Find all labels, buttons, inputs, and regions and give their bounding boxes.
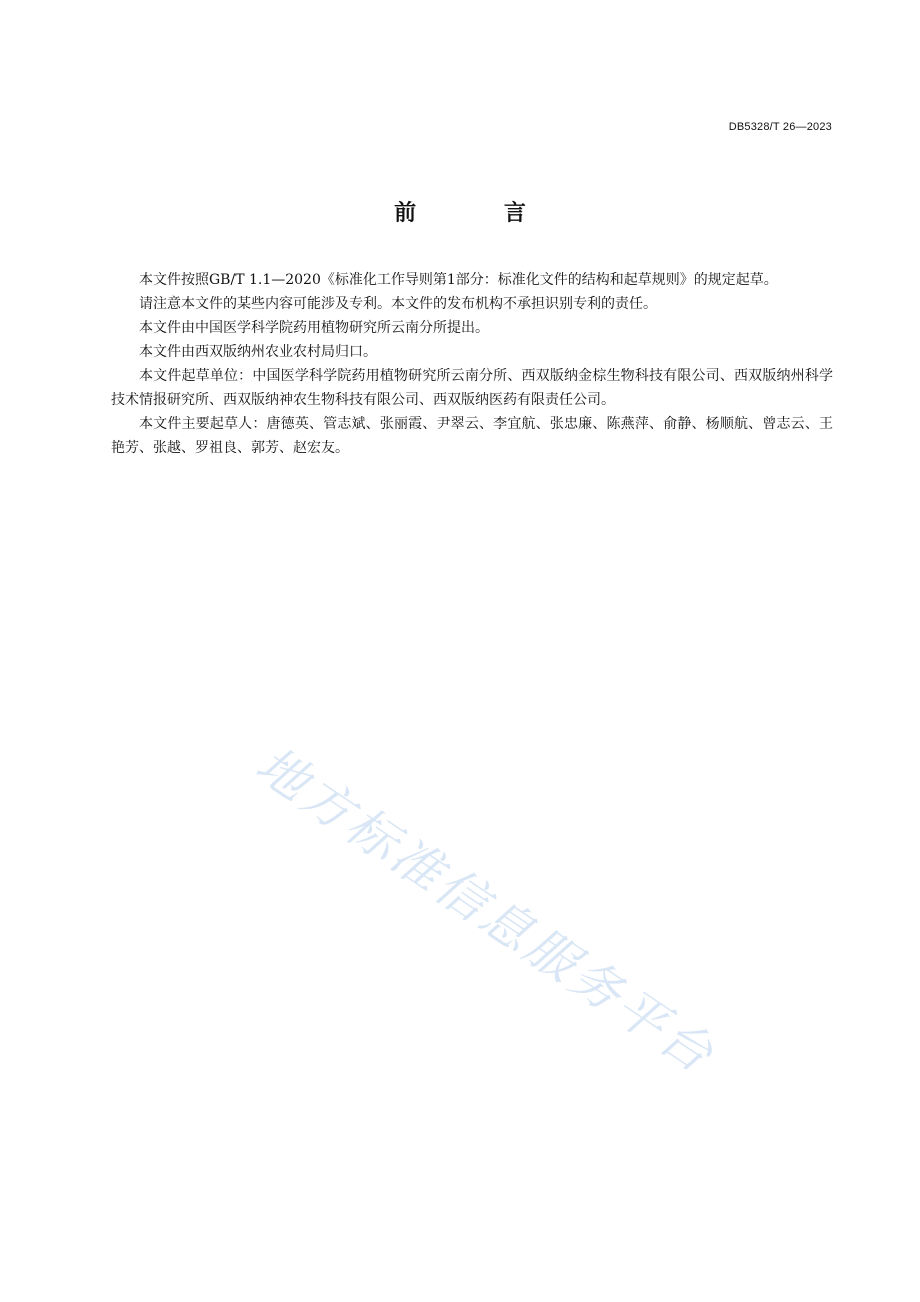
paragraph-patent-notice: 请注意本文件的某些内容可能涉及专利。本文件的发布机构不承担识别专利的责任。 — [139, 296, 657, 312]
foreword-body — [111, 268, 833, 460]
paragraph-centralized: 本文件由西双版纳州农业农村局归口。 — [139, 344, 377, 360]
paragraph-proposer: 本文件由中国医学科学院药用植物研究所云南分所提出。 — [139, 320, 489, 336]
document-code: DB5328/T 26—2023 — [728, 121, 832, 133]
watermark: 地方标准信息服务平台 — [245, 735, 726, 1086]
paragraph-drafting-rules: 本文件按照GB/T 1.1—2020《标准化工作导则第1部分：标准化文件的结构和起草规则》的规定起草。 — [139, 272, 778, 288]
paragraph-drafters: 本文件主要起草人：唐德英、管志斌、张丽霞、尹翠云、李宜航、张忠廉、陈燕萍、俞静、杨顺航、曾志云、王艳芳、张越、罗祖良、郭芳、赵宏友。 — [111, 416, 833, 456]
paragraph-drafting-units: 本文件起草单位：中国医学科学院药用植物研究所云南分所、西双版纳金棕生物科技有限公司、西双版纳州科学技术情报研究所、西双版纳神农生物科技有限公司、西双版纳医药有限责任公司。 — [111, 368, 833, 408]
page-title: 前 言 — [394, 201, 566, 226]
